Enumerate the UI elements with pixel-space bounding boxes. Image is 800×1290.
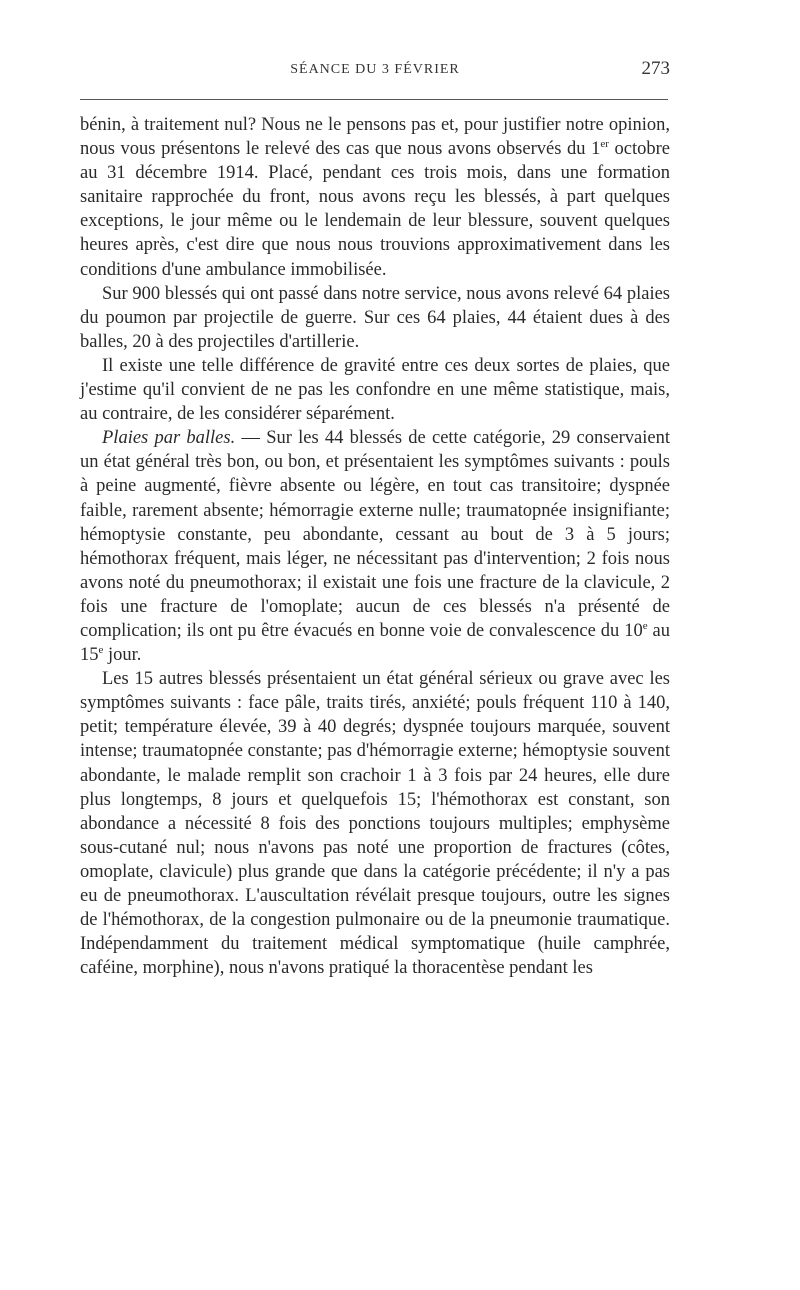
paragraph-2: Sur 900 blessés qui ont passé dans notre service, nous avons relevé 64 plaies du poumon par projectile de guerre. Sur ces 64 plaies, 44 étaient dues à des balles, 20 à des projectiles d'artillerie. (80, 283, 670, 352)
paragraph-1: bénin, à traitement nul? Nous ne le pensons pas et, pour justifier notre opinion, nous vous présentons le relevé des cas que nous avons observés du 1er octobre au 31 décembre 1914. Placé, pendant ces trois mois, dans une formation sanitaire rapprochée du front, nous avons reçu les blessés, à part quelques exceptions, le jour même ou le lendemain de leur blessure, souvent quelques heures après, c'est dire que nous nous trouvions approximativement dans les conditions d'une ambulance immobilisée. (80, 115, 670, 280)
paragraph-5: Les 15 autres blessés présentaient un état général sérieux ou grave avec les symptômes suivants : face pâle, traits tirés, anxiété; pouls fréquent 110 à 140, petit; température élevée, 39 à 40 degrés; dyspnée toujours marquée, souvent intense; traumatopnée constante; pas d'hémorragie externe; hémoptysie souvent abondante, le malade remplit son crachoir 1 à 3 fois par 24 heures, elle dure plus longtemps, 8 jours et quelquefois 15; l'hémothorax est constant, son abondance a nécessité 8 fois des ponctions toujours multiples; emphysème sous-cutané nul; nous n'avons pas noté une proportion de fractures (côtes, omoplate, clavicule) plus grande que dans la catégorie précédente; il n'y a pas eu de pneumothorax. L'auscultation révélait presque toujours, outre les signes de l'hémothorax, de la congestion pulmonaire ou de la pneumonie traumatique. Indépendamment du traitement médical symptomatique (huile camphrée, caféine, morphine), nous n'avons pratiqué la thoracentèse pendant les (80, 669, 670, 979)
page-number: 273 (641, 58, 670, 79)
paragraph-4: Plaies par balles. — Sur les 44 blessés de cette catégorie, 29 conservaient un état général très bon, ou bon, et présentaient les symptômes suivants : pouls à peine augmenté, fièvre absente ou légère, en tout cas transitoire; dyspnée faible, rarement absente; hémorragie externe nulle; traumatopnée insignifiante; hémoptysie constante, peu abondante, cessant au bout de 3 à 5 jours; hémothorax fréquent, mais léger, ne nécessitant pas d'intervention; 2 fois nous avons noté du pneumothorax; il existait une fois une fracture de la clavicule, 2 fois une fracture de l'omoplate; aucun de ces blessés n'a présenté de complication; ils ont pu être évacués en bonne voie de convalescence du 10e au 15e jour. (80, 428, 670, 666)
running-title: SÉANCE DU 3 FÉVRIER (290, 62, 460, 77)
body-text (80, 113, 670, 980)
page-header (80, 58, 670, 88)
section-heading-plaies-par-balles: Plaies par balles. (102, 428, 236, 449)
header-rule (80, 99, 668, 100)
paragraph-3: Il existe une telle différence de gravité entre ces deux sortes de plaies, que j'estime qu'il convient de ne pas les confondre en une même statistique, mais, au contraire, de les considérer séparément. (80, 355, 670, 425)
